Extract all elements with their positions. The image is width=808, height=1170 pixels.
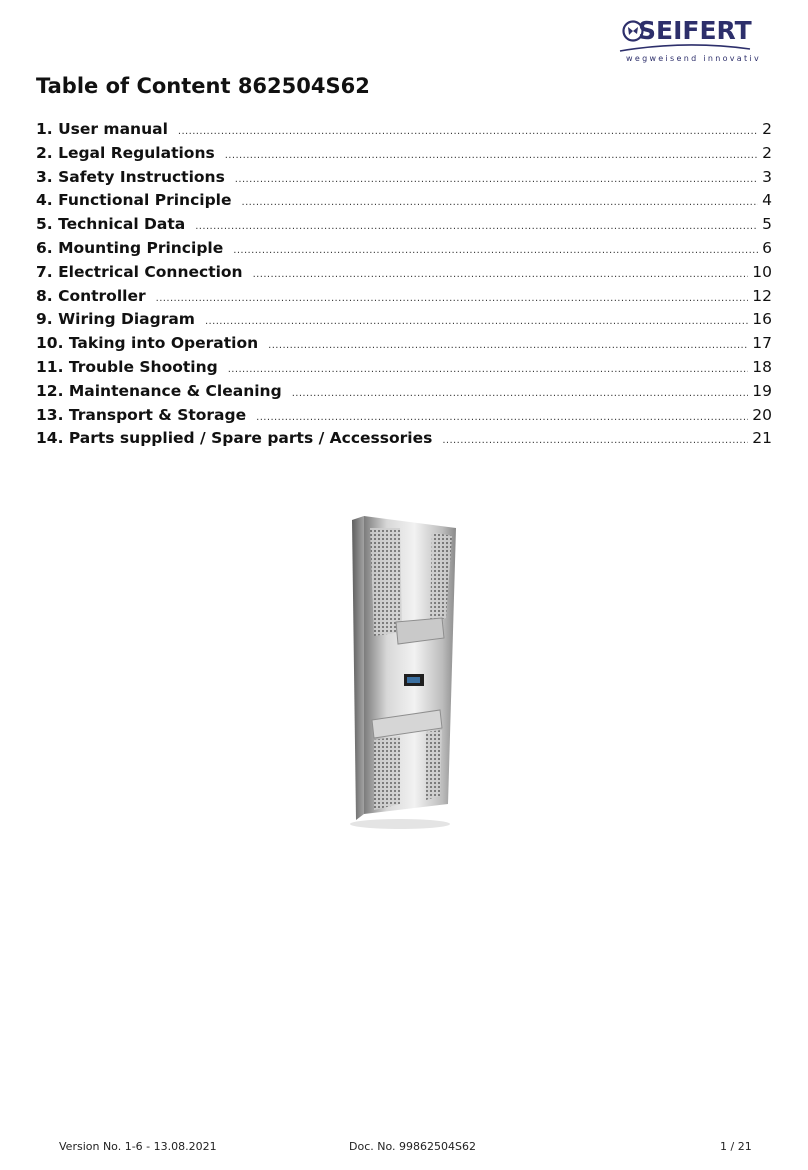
toc-dot-leader	[292, 382, 749, 406]
toc-entry-page: 21	[752, 429, 772, 448]
toc-dot-leader	[253, 263, 749, 287]
footer-version: Version No. 1-6 - 13.08.2021	[59, 1140, 217, 1153]
toc-entry[interactable]	[36, 118, 772, 142]
toc-entry[interactable]	[36, 427, 772, 451]
toc-entry-page: 18	[752, 357, 772, 376]
toc-dot-leader	[235, 168, 758, 192]
toc-entry[interactable]	[36, 261, 772, 285]
toc-entry-title: 9. Wiring Diagram	[36, 310, 195, 329]
toc-entry[interactable]	[36, 356, 772, 380]
toc-entry[interactable]	[36, 213, 772, 237]
toc-entry[interactable]	[36, 166, 772, 190]
toc-entry-title: 7. Electrical Connection	[36, 262, 243, 281]
toc-entry[interactable]	[36, 332, 772, 356]
footer-doc-number: Doc. No. 99862504S62	[349, 1140, 476, 1153]
toc-entry-page: 19	[752, 381, 772, 400]
brand-swoosh	[618, 42, 752, 52]
toc-dot-leader	[225, 144, 758, 168]
toc-entry-page: 5	[762, 215, 772, 234]
toc-dot-leader	[268, 334, 748, 358]
table-of-contents	[36, 118, 772, 451]
toc-entry[interactable]	[36, 189, 772, 213]
toc-entry[interactable]	[36, 237, 772, 261]
toc-entry[interactable]	[36, 404, 772, 428]
toc-entry[interactable]	[36, 308, 772, 332]
toc-entry-title: 3. Safety Instructions	[36, 167, 225, 186]
toc-entry-title: 12. Maintenance & Cleaning	[36, 381, 282, 400]
toc-entry-title: 2. Legal Regulations	[36, 143, 215, 162]
toc-entry-page: 2	[762, 120, 772, 138]
toc-entry-page: 6	[762, 238, 772, 257]
toc-dot-leader	[195, 215, 758, 239]
toc-entry-page: 3	[762, 167, 772, 186]
toc-entry-title: 14. Parts supplied / Spare parts / Accessories	[36, 429, 433, 448]
brand-tagline: wegweisend innovativ	[626, 54, 761, 63]
toc-entry-title: 1. User manual	[36, 120, 168, 138]
cooling-unit-image	[330, 514, 480, 832]
toc-dot-leader	[228, 358, 749, 382]
toc-dot-leader	[233, 239, 758, 263]
toc-entry-title: 4. Functional Principle	[36, 191, 232, 210]
toc-entry-title: 10. Taking into Operation	[36, 334, 259, 353]
toc-entry-title: 13. Transport & Storage	[36, 405, 247, 424]
toc-entry-page: 2	[762, 143, 772, 162]
toc-entry-title: 6. Mounting Principle	[36, 238, 224, 257]
toc-dot-leader	[178, 120, 758, 144]
toc-dot-leader	[256, 406, 748, 430]
brand-name: SEIFERT	[638, 16, 752, 45]
toc-entry[interactable]	[36, 380, 772, 404]
toc-entry-page: 10	[752, 262, 772, 281]
toc-dot-leader	[442, 429, 748, 453]
toc-entry-page: 17	[752, 334, 772, 353]
toc-entry[interactable]	[36, 285, 772, 309]
toc-dot-leader	[205, 310, 748, 334]
seifert-logo	[618, 16, 761, 66]
toc-dot-leader	[156, 287, 749, 311]
toc-entry-page: 4	[762, 191, 772, 210]
toc-entry-title: 5. Technical Data	[36, 215, 186, 234]
toc-entry-page: 12	[752, 286, 772, 305]
toc-entry-title: 8. Controller	[36, 286, 146, 305]
page-title: Table of Content 862504S62	[36, 74, 370, 98]
toc-dot-leader	[242, 191, 759, 215]
toc-entry[interactable]	[36, 142, 772, 166]
toc-entry-page: 16	[752, 310, 772, 329]
footer-page-number: 1 / 21	[720, 1140, 752, 1153]
toc-entry-title: 11. Trouble Shooting	[36, 357, 218, 376]
toc-entry-page: 20	[752, 405, 772, 424]
